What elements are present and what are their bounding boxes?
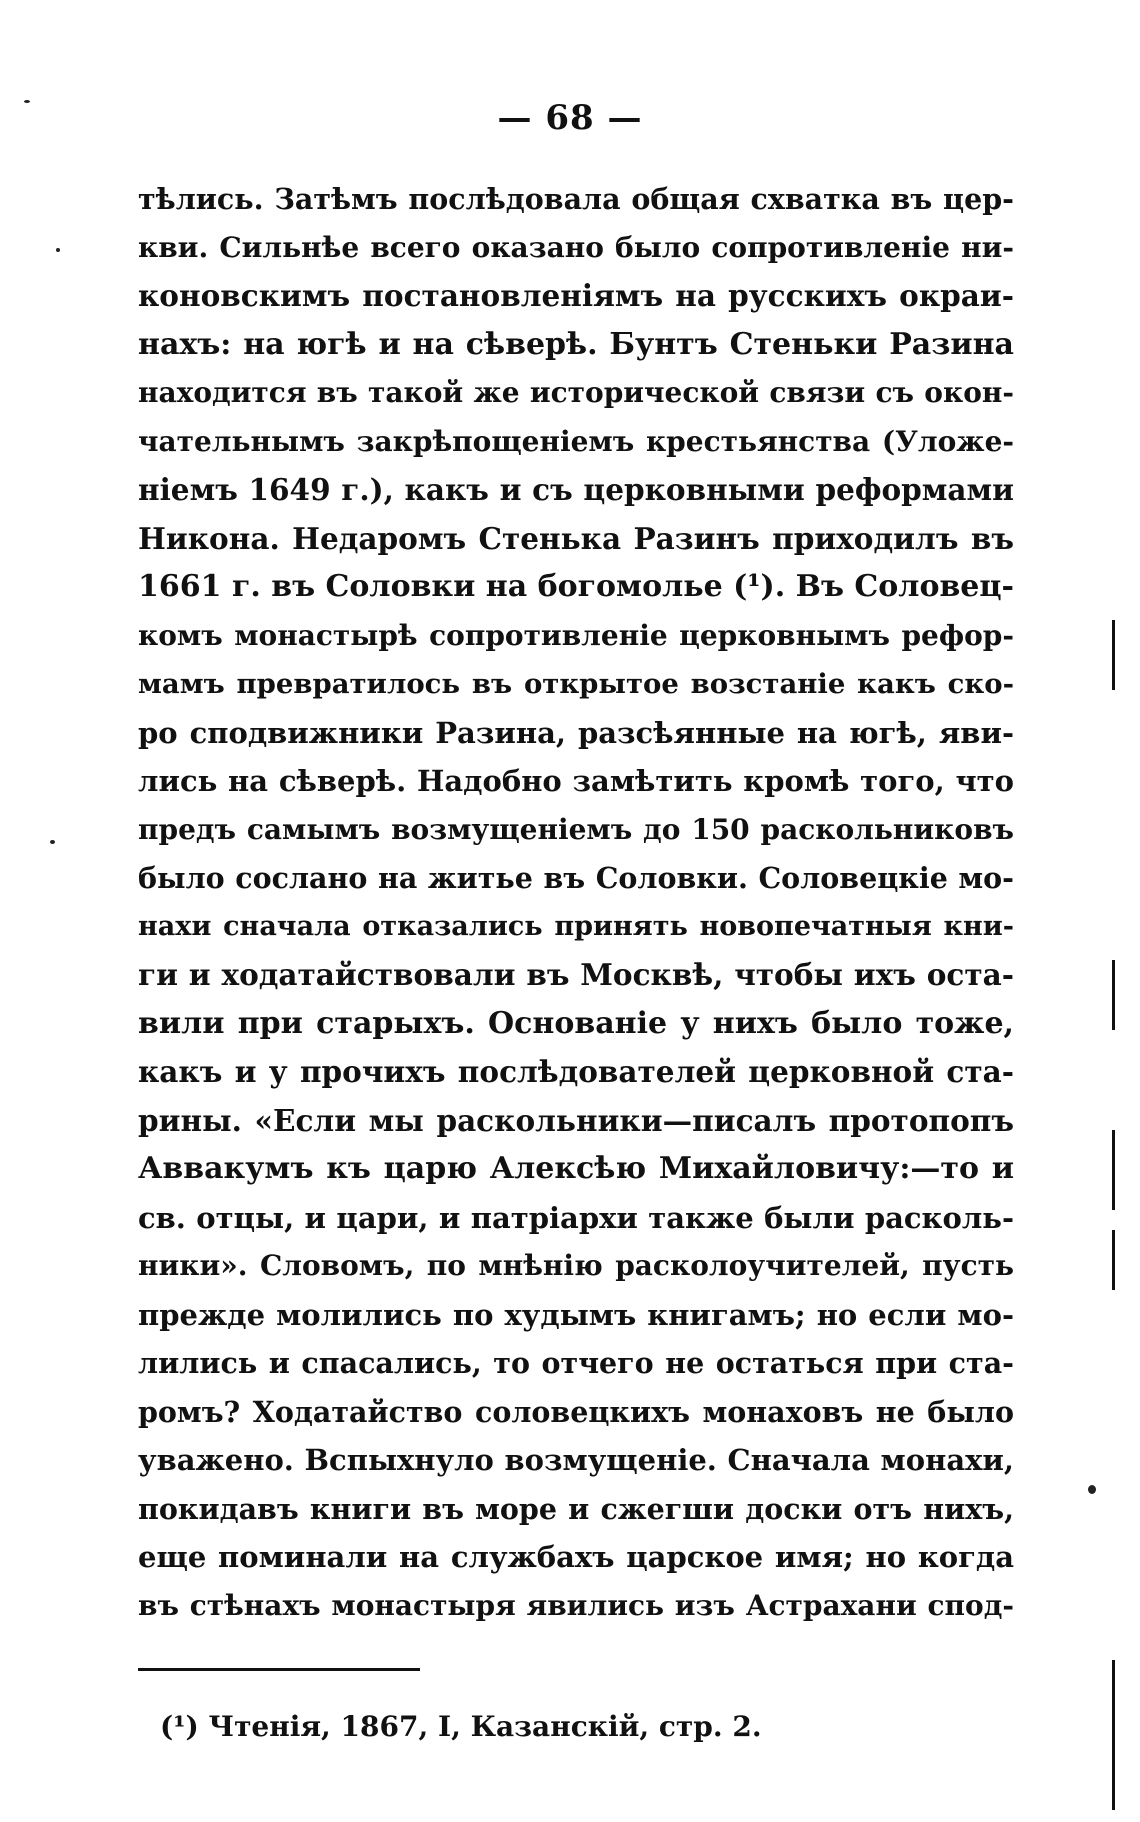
text-line: рины. «Если мы раскольники—писалъ протопопъ — [138, 1102, 1014, 1138]
text-line: комъ монастырѣ сопротивленіе церковнымъ рефор- — [138, 618, 1014, 652]
text-line: лились и спасались, то отчего не остаться при ста- — [138, 1346, 1014, 1380]
text-line: уважено. Вспыхнуло возмущеніе. Сначала монахи, — [138, 1443, 1014, 1477]
text-line: ги и ходатайствовали въ Москвѣ, чтобы ихъ оста- — [138, 957, 1014, 992]
text-line: предъ самымъ возмущеніемъ до 150 раскольниковъ — [138, 812, 1014, 846]
scan-speck — [24, 100, 30, 103]
page-number: — 68 — — [497, 98, 643, 138]
text-line: 1661 г. въ Соловки на богомолье (¹). Въ Соловец- — [138, 569, 1014, 604]
text-line: ники». Словомъ, по мнѣнію расколоучителей, пусть — [138, 1249, 1014, 1282]
text-line: тѣлись. Затѣмъ послѣдовала общая схватка въ цер- — [138, 182, 1014, 216]
text-line: какъ и у прочихъ послѣдователей церковной ста- — [138, 1054, 1014, 1089]
text-line: было сослано на житье въ Соловки. Соловецкіе мо- — [138, 861, 1014, 895]
text-line: ніемъ 1649 г.), какъ и съ церковными реформами — [138, 472, 1014, 507]
text-line: вили при старыхъ. Основаніе у нихъ было тоже, — [138, 1005, 1014, 1041]
scan-margin-mark — [1112, 960, 1115, 1030]
body-text — [138, 175, 1014, 1630]
text-line: нахи сначала отказались принять новопечатныя кни- — [138, 910, 1014, 942]
footnote-rule — [138, 1668, 420, 1671]
scan-speck — [1088, 1485, 1096, 1494]
scan-margin-mark — [1112, 1130, 1115, 1210]
text-line: коновскимъ постановленіямъ на русскихъ окраи- — [138, 278, 1014, 313]
text-line: прежде молились по худымъ книгамъ; но если мо- — [138, 1297, 1014, 1332]
text-line: св. отцы, и цари, и патріархи также были расколь- — [138, 1200, 1014, 1235]
text-line: ромъ? Ходатайство соловецкихъ монаховъ не было — [138, 1394, 1014, 1429]
text-line: Никона. Недаромъ Стенька Разинъ приходилъ въ — [138, 520, 1014, 556]
scan-speck — [56, 248, 60, 252]
text-line: Аввакумъ къ царю Алексѣю Михайловичу:—то и — [138, 1151, 1014, 1186]
scan-margin-mark — [1112, 620, 1115, 690]
text-line: лись на сѣверѣ. Надобно замѣтить кромѣ того, что — [138, 764, 1014, 798]
text-line: ро сподвижники Разина, разсѣянные на югѣ, яви- — [138, 715, 1014, 750]
scan-margin-mark — [1112, 1230, 1115, 1290]
text-line: мамъ превратилось въ открытое возстаніе какъ ско- — [138, 668, 1014, 700]
scan-margin-mark — [1112, 1660, 1115, 1810]
scan-speck — [50, 840, 55, 844]
text-line: покидавъ книги въ море и сжегши доски отъ нихъ, — [138, 1491, 1014, 1526]
text-line: кви. Сильнѣе всего оказано было сопротивленіе ни- — [138, 230, 1014, 264]
text-line: чательнымъ закрѣпощеніемъ крестьянства (Уложе- — [138, 424, 1014, 458]
text-line: нахъ: на югѣ и на сѣверѣ. Бунтъ Стеньки Разина — [138, 326, 1014, 362]
text-line: находится въ такой же исторической связи съ окон- — [138, 376, 1014, 409]
footnote: (¹) Чтенія, 1867, I, Казанскій, стр. 2. — [160, 1710, 762, 1743]
text-line: еще поминали на службахъ царское имя; но когда — [138, 1540, 1014, 1574]
text-line: въ стѣнахъ монастыря явились изъ Астрахани спод- — [138, 1588, 1014, 1622]
